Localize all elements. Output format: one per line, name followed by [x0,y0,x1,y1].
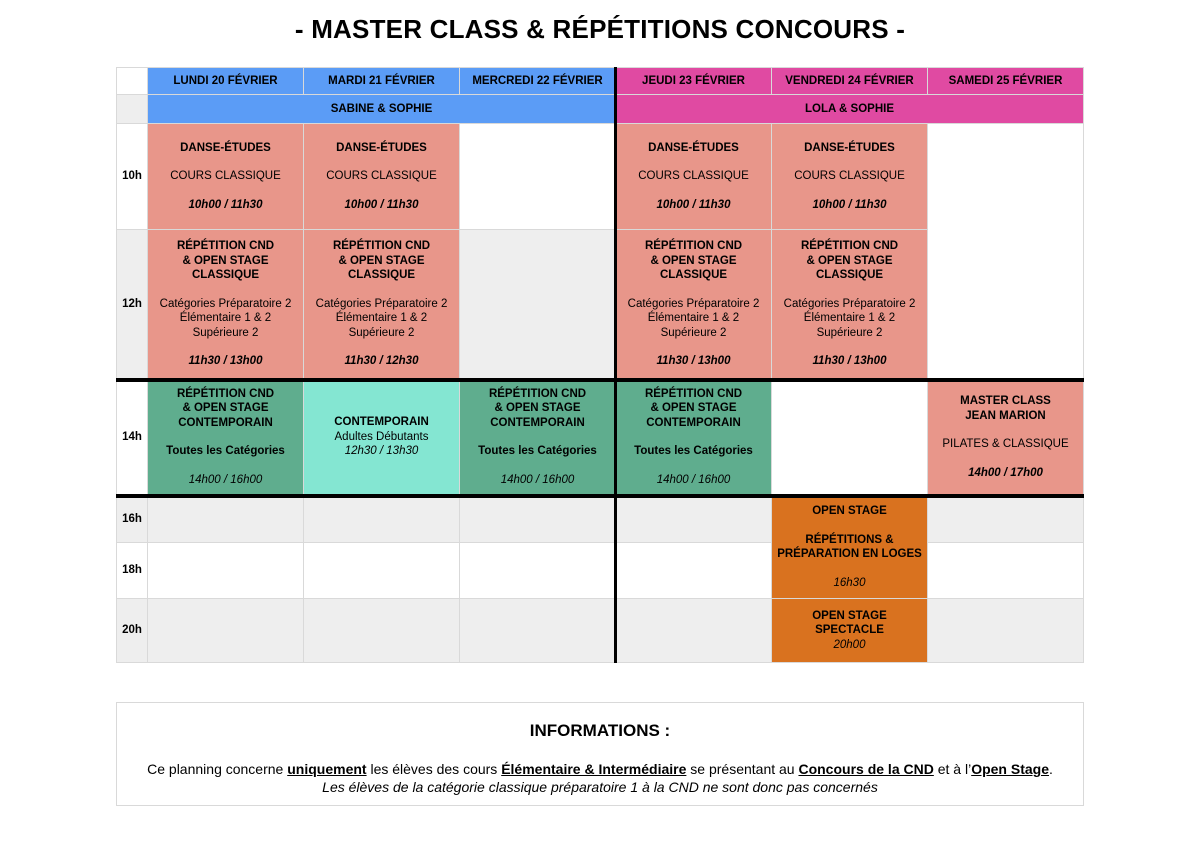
block-time: 14h00 / 17h00 [968,466,1043,479]
block-title-line-1: OPEN STAGE [812,609,887,622]
block-title-line-2: & OPEN STAGE [338,254,425,267]
empty-cell [460,230,616,379]
block-open-stage-friday [772,496,928,599]
empty-cell [772,379,928,496]
block-category: Toutes les Catégories [478,445,597,458]
block-time: 12h30 / 13h30 [344,445,419,458]
teacher-row-label [116,95,148,124]
block-category-line-2: Élémentaire 1 & 2 [647,312,740,325]
time-label-12h: 12h [116,230,148,379]
information-box [116,702,1084,806]
corner-cell [116,67,148,95]
block-title-line-1: RÉPÉTITION CND [332,240,431,253]
block-title-line-3: CLASSIQUE [191,269,260,282]
empty-cell [928,124,1084,379]
block-time: 11h30 / 13h00 [812,355,887,368]
block-subtitle-line-1: RÉPÉTITIONS & [805,533,894,546]
block-title-line-2: & OPEN STAGE [182,402,269,415]
empty-cell [460,496,616,543]
block-title: DANSE-ÉTUDES [804,141,895,154]
empty-cell [304,543,460,599]
time-label-10h: 10h [116,124,148,230]
empty-cell [928,543,1084,599]
info-text: Ce planning concerne [147,761,288,777]
block-title-line-1: RÉPÉTITION CND [176,240,275,253]
block-repetition-contemporain-monday [148,379,304,496]
info-text: les élèves des cours [366,761,502,777]
info-emphasis-uniquement: uniquement [287,761,367,777]
time-label-18h: 18h [116,543,148,599]
block-category-line-1: Catégories Préparatoire 2 [315,297,448,310]
block-title: OPEN STAGE [812,505,887,517]
lunch-divider-line [116,378,1084,382]
info-emphasis-levels: Élémentaire & Intermédiaire [501,761,687,777]
block-title-line-2: & OPEN STAGE [182,254,269,267]
block-title-line-3: CLASSIQUE [347,269,416,282]
block-title-line-1: MASTER CLASS [960,395,1051,407]
information-line-1 [117,761,1083,777]
empty-cell [616,599,772,663]
info-text: et à l’ [933,761,972,777]
block-category-line-3: Supérieure 2 [192,326,259,339]
block-title-line-3: CLASSIQUE [815,269,884,282]
block-spectacle-friday [772,599,928,663]
block-repetition-classique-tuesday [304,230,460,379]
block-danse-etudes-tuesday [304,124,460,230]
block-category-line-2: Élémentaire 1 & 2 [335,312,428,325]
block-repetition-classique-friday [772,230,928,379]
block-category-line-1: Catégories Préparatoire 2 [627,297,760,310]
schedule-grid [116,67,1084,663]
block-danse-etudes-monday [148,124,304,230]
block-time: 10h00 / 11h30 [812,198,887,211]
time-label-14h: 14h [116,379,148,496]
block-category-line-2: Élémentaire 1 & 2 [179,312,272,325]
block-category-line-1: Catégories Préparatoire 2 [783,297,916,310]
block-time: 20h00 [833,638,866,651]
block-category: Toutes les Catégories [166,445,285,458]
day-header-monday: LUNDI 20 FÉVRIER [148,67,304,95]
day-header-tuesday: MARDI 21 FÉVRIER [304,67,460,95]
empty-cell [304,599,460,663]
block-title: DANSE-ÉTUDES [180,141,271,154]
block-time: 10h00 / 11h30 [344,198,419,211]
block-title-line-2: & OPEN STAGE [650,402,737,415]
block-subtitle: COURS CLASSIQUE [638,170,749,183]
block-subtitle-line-2: PRÉPARATION EN LOGES [777,548,922,560]
empty-cell [148,496,304,543]
info-emphasis-open-stage: Open Stage [971,761,1049,777]
block-repetition-contemporain-wednesday [460,379,616,496]
block-subtitle: PILATES & CLASSIQUE [942,438,1069,450]
week-divider-line [614,67,617,663]
block-master-class-saturday [928,379,1084,496]
block-category-line-3: Supérieure 2 [816,326,883,339]
empty-cell [148,543,304,599]
block-title: DANSE-ÉTUDES [648,141,739,154]
block-title: CONTEMPORAIN [334,416,429,429]
block-subtitle: COURS CLASSIQUE [170,170,281,183]
empty-cell [928,496,1084,543]
empty-cell [148,599,304,663]
block-title-line-1: RÉPÉTITION CND [644,387,743,400]
block-time: 11h30 / 13h00 [188,355,263,368]
block-title-line-2: JEAN MARION [965,409,1046,422]
block-category: Toutes les Catégories [634,445,753,458]
block-subtitle: COURS CLASSIQUE [794,170,905,183]
time-label-20h: 20h [116,599,148,663]
block-title-line-2: SPECTACLE [815,624,884,637]
day-header-thursday: JEUDI 23 FÉVRIER [616,67,772,95]
afternoon-divider-line [116,494,1084,498]
block-title-line-1: RÉPÉTITION CND [644,240,743,253]
block-time: 16h30 [833,576,866,589]
block-repetition-classique-monday [148,230,304,379]
block-time: 11h30 / 13h00 [656,355,731,368]
empty-cell [460,124,616,230]
block-contemporain-tuesday [304,379,460,496]
teacher-banner-sabine-sophie: SABINE & SOPHIE [148,95,616,124]
block-title-line-3: CONTEMPORAIN [178,416,273,429]
block-time: 14h00 / 16h00 [656,473,731,486]
block-category-line-1: Catégories Préparatoire 2 [159,297,292,310]
block-subtitle: COURS CLASSIQUE [326,170,437,183]
info-text: se présentant au [686,761,799,777]
block-title-line-2: & OPEN STAGE [650,254,737,267]
day-header-wednesday: MERCREDI 22 FÉVRIER [460,67,616,95]
block-title-line-3: CLASSIQUE [659,269,728,282]
info-emphasis-concours: Concours de la CND [798,761,934,777]
information-line-2: Les élèves de la catégorie classique préparatoire 1 à la CND ne sont donc pas concernés [322,779,878,795]
empty-cell [928,599,1084,663]
block-title: DANSE-ÉTUDES [336,141,427,154]
empty-cell [460,543,616,599]
information-title: INFORMATIONS : [529,721,671,740]
block-category-line-3: Supérieure 2 [660,326,727,339]
block-time: 10h00 / 11h30 [656,198,731,211]
block-time: 11h30 / 12h30 [344,355,419,368]
info-text: . [1048,761,1053,777]
block-time: 14h00 / 16h00 [500,473,575,486]
block-time: 10h00 / 11h30 [188,198,263,211]
block-time: 14h00 / 16h00 [188,473,263,486]
teacher-banner-lola-sophie: LOLA & SOPHIE [616,95,1084,124]
block-title-line-1: RÉPÉTITION CND [800,240,899,253]
block-title-line-1: RÉPÉTITION CND [176,387,275,400]
block-repetition-contemporain-thursday [616,379,772,496]
empty-cell [616,496,772,543]
block-title-line-3: CONTEMPORAIN [490,416,585,429]
block-title-line-2: & OPEN STAGE [494,402,581,415]
time-label-16h: 16h [116,496,148,543]
block-title-line-1: RÉPÉTITION CND [488,387,587,400]
day-header-saturday: SAMEDI 25 FÉVRIER [928,67,1084,95]
block-title-line-3: CONTEMPORAIN [646,416,741,429]
block-title-line-2: & OPEN STAGE [806,254,893,267]
day-header-friday: VENDREDI 24 FÉVRIER [772,67,928,95]
block-subtitle: Adultes Débutants [334,430,429,443]
empty-cell [616,543,772,599]
empty-cell [304,496,460,543]
block-category-line-2: Élémentaire 1 & 2 [803,312,896,325]
block-danse-etudes-thursday [616,124,772,230]
block-danse-etudes-friday [772,124,928,230]
empty-cell [460,599,616,663]
block-category-line-3: Supérieure 2 [348,326,415,339]
page-title: - MASTER CLASS & RÉPÉTITIONS CONCOURS - [294,14,906,44]
block-repetition-classique-thursday [616,230,772,379]
